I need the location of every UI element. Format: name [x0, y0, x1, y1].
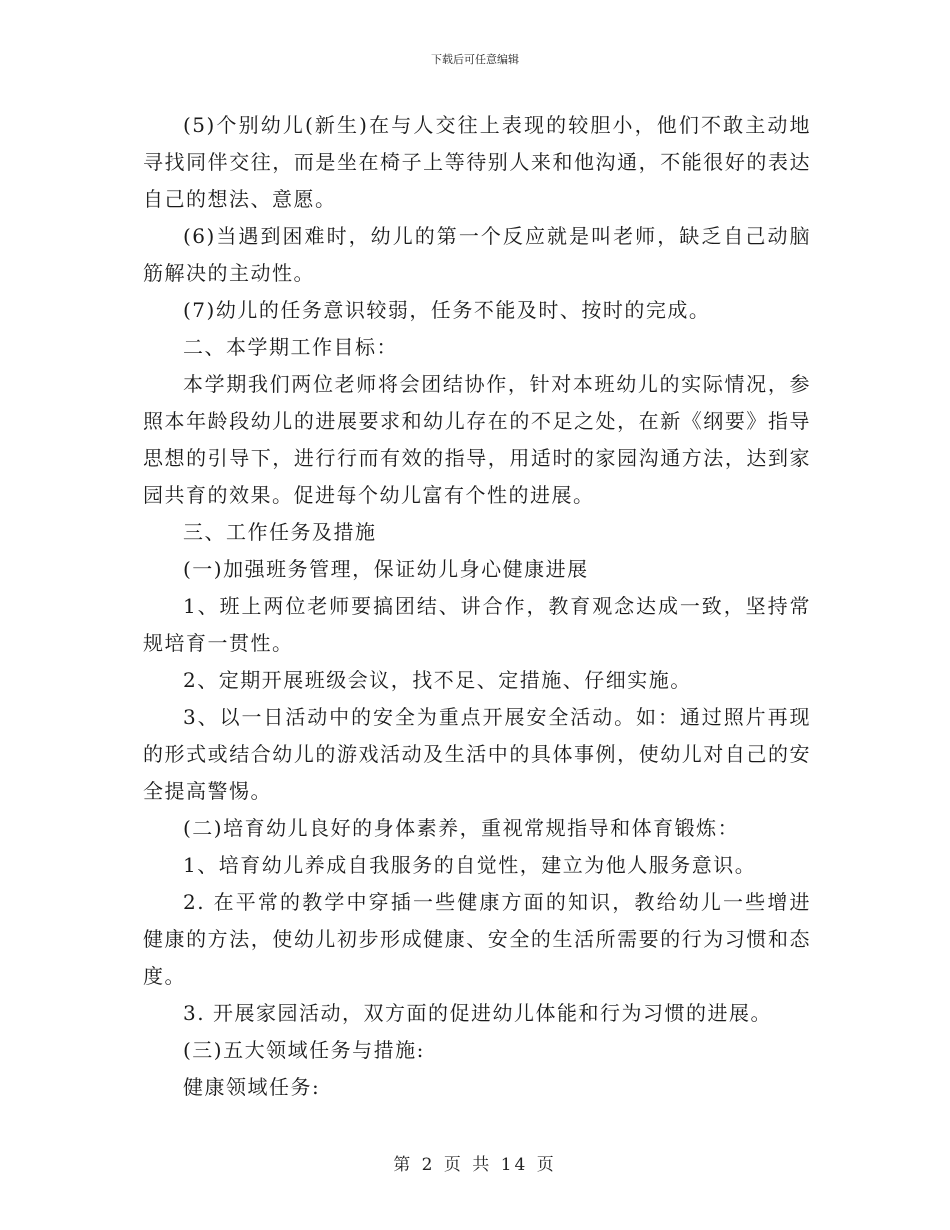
section-heading: 三、工作任务及措施 — [183, 520, 377, 544]
page-header: 下载后可任意编辑 — [431, 53, 519, 66]
paragraph: 3、以一日活动中的安全为重点开展安全活动。如：通过照片再现的形式或结合幼儿的游戏活动及生活中的具体事例，使幼儿对自己的安全提高警惕。 — [143, 705, 811, 803]
paragraph: 1、培育幼儿养成自我服务的自觉性，建立为他人服务意识。 — [183, 853, 757, 877]
page-footer: 第 2 页 共 14 页 — [393, 1155, 557, 1175]
subsection-heading: (一)加强班务管理，保证幼儿身心健康进展 — [183, 557, 589, 581]
paragraph: 2、定期开展班级会议，找不足、定措施、仔细实施。 — [183, 668, 692, 692]
paragraph: (6)当遇到困难时，幼儿的第一个反应就是叫老师，缺乏自己动脑筋解决的主动性。 — [143, 224, 811, 285]
section-heading: 二、本学期工作目标： — [183, 335, 398, 359]
paragraph: (7)幼儿的任务意识较弱，任务不能及时、按时的完成。 — [183, 298, 711, 322]
paragraph: 健康领域任务: — [183, 1075, 321, 1099]
paragraph: (5)个别幼儿(新生)在与人交往上表现的较胆小，他们不敢主动地寻找同伴交往，而是坐在椅子上等待别人来和他沟通，不能很好的表达自己的想法、意愿。 — [143, 113, 811, 211]
document-body — [143, 107, 811, 1106]
paragraph: 本学期我们两位老师将会团结协作，针对本班幼儿的实际情况，参照本年龄段幼儿的进展要求和幼儿存在的不足之处，在新《纲要》指导思想的引导下，进行行而有效的指导，用适时的家园沟通方法，达到家园共育的效果。促进每个幼儿富有个性的进展。 — [143, 372, 811, 507]
paragraph: 1、班上两位老师要搞团结、讲合作，教育观念达成一致，坚持常规培育一贯性。 — [143, 594, 811, 655]
subsection-heading: (二)培育幼儿良好的身体素养，重视常规指导和体育锻炼： — [183, 816, 740, 840]
paragraph: 2. 在平常的教学中穿插一些健康方面的知识，教给幼儿一些增进健康的方法，使幼儿初步形成健康、安全的生活所需要的行为习惯和态度。 — [143, 890, 811, 988]
subsection-heading: (三)五大领域任务与措施: — [183, 1038, 425, 1062]
paragraph: 3. 开展家园活动，双方面的促进幼儿体能和行为习惯的进展。 — [183, 1001, 772, 1025]
